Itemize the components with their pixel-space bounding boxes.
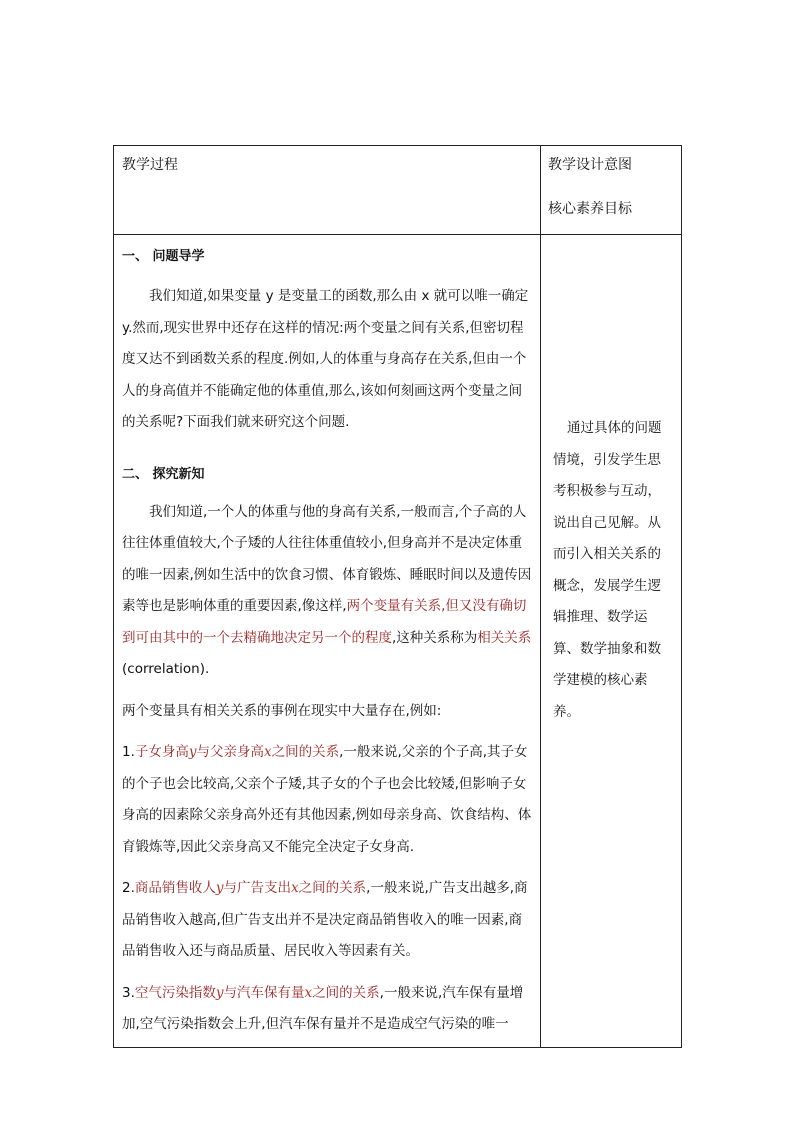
explore-text-e: (correlation). bbox=[122, 661, 210, 677]
example-2-text: ,一般来说,广告支出越多,商品销售收入越高,但广告支出并不是决定商品销售收入的唯一因素,商品销售收入还与商品质量、居民收入等因素有关。 bbox=[122, 880, 528, 959]
example-3 bbox=[114, 978, 540, 1041]
example-3-var-y: y bbox=[215, 984, 224, 1001]
section-title-guided: 一、 问题导学 bbox=[122, 249, 205, 264]
header-cell-process bbox=[114, 146, 541, 235]
example-1-var-y: y bbox=[188, 744, 197, 760]
example-3-var-x: x bbox=[304, 984, 313, 1001]
example-1-var-x: x bbox=[264, 744, 272, 760]
header-goal-label: 核心素养目标 bbox=[548, 201, 632, 217]
process-content-cell bbox=[114, 235, 541, 1048]
example-3-title-b: 与汽车保有量 bbox=[223, 984, 305, 1001]
guided-paragraph: 我们知道,如果变量 y 是变量工的函数,那么由 x 就可以唯一确定 y.然而,现实世界中还存在这样的情况:两个变量之间有关系,但密切程度又达不到函数关系的程度.例如,人的体重与身高存在关系,但由一个人的身高值并不能确定他的体重值,那么,该如何刻画这两个变量之间的关系呢?下面我们就来研究这个问题. bbox=[122, 288, 529, 430]
term-highlight: 相关关系 bbox=[477, 629, 532, 646]
explore-paragraph bbox=[114, 497, 540, 686]
lesson-table bbox=[113, 145, 682, 1048]
example-3-title-a: 空气污染指数 bbox=[134, 984, 216, 1001]
example-1-text: ,一般来说,父亲的个子高,其子女的个子也会比较高,父亲个子矮,其子女的个子也会比较矮,但影响子女身高的因素除父亲身高外还有其他因素,例如母亲身高、饮食结构、体育锻炼等,因此父亲身高又不能完全决定子女身高. bbox=[122, 744, 532, 855]
example-2-number: 2. bbox=[122, 880, 135, 896]
example-3-text: ,一般来说,汽车保有量增加,空气污染指数会上升,但汽车保有量并不是造成空气污染的唯一 bbox=[122, 984, 524, 1032]
example-2-title-c: 之间的关系 bbox=[298, 880, 367, 896]
explore-text-a: 我们知道,一个人的体重与他的身高有关系,一般而言,个子高的人往往体重值较大,个子矮的人往往体重值较小,但身高并不是决定体重的唯一因素,例如生活中的饮食习惯、体育锻炼、睡眠时间以及遗传因素等也是影响体重的重要因素,像这样, bbox=[122, 503, 532, 614]
example-1 bbox=[114, 737, 540, 863]
example-2-var-y: y bbox=[215, 880, 224, 896]
header-intent-label: 教学设计意图 bbox=[548, 157, 632, 173]
example-3-title-c: 之间的关系 bbox=[312, 984, 380, 1001]
design-intent-text: 通过具体的问题情境，引发学生思考积极参与互动，说出自己见解。从而引入相关关系的概念，发展学生逻辑推理、数学运算、数学抽象和数学建模的核心素养。 bbox=[553, 420, 662, 720]
examples-intro: 两个变量具有相关关系的事例在现实中大量存在,例如: bbox=[122, 702, 442, 719]
example-2-var-x: x bbox=[291, 880, 299, 896]
example-3-number: 3. bbox=[122, 984, 135, 1001]
explore-text-c: ,这种关系称为 bbox=[392, 629, 478, 646]
design-intent-cell bbox=[541, 235, 682, 1048]
definition-highlight: 两个变量有关系,但又没有确切到可由其中的一个去精确地决定另一个的程度 bbox=[122, 598, 527, 646]
section-title-explore: 二、 探究新知 bbox=[122, 466, 205, 482]
example-2-title-b: 与广告支出 bbox=[223, 880, 292, 896]
example-2 bbox=[114, 873, 540, 968]
header-process-label: 教学过程 bbox=[122, 157, 178, 173]
example-1-title-a: 子女身高 bbox=[134, 744, 189, 760]
example-1-number: 1. bbox=[122, 744, 135, 760]
example-1-title-c: 之间的关系 bbox=[271, 744, 340, 760]
example-1-title-b: 与父亲身高 bbox=[196, 744, 265, 760]
header-cell-intent bbox=[541, 146, 682, 235]
example-2-title-a: 商品销售收人 bbox=[134, 880, 216, 896]
